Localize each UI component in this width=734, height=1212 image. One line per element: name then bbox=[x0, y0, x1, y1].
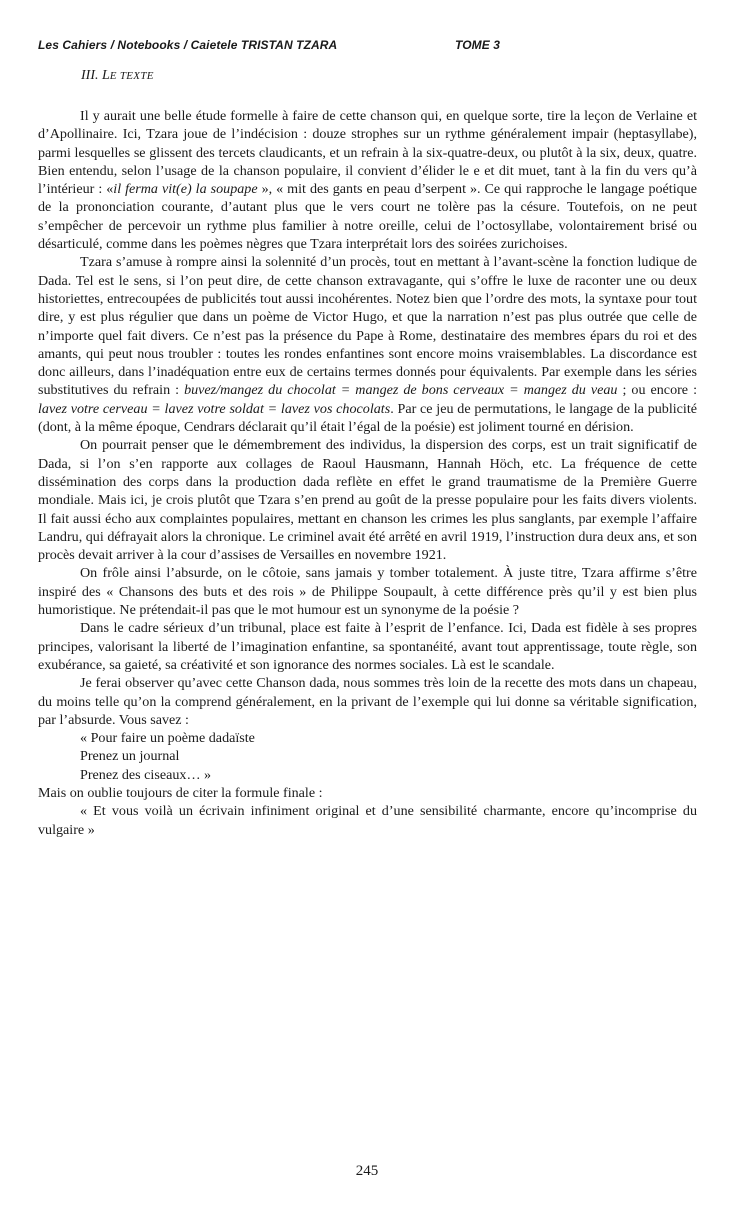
paragraph-7: Mais on oublie toujours de citer la formule finale : bbox=[38, 784, 323, 801]
paragraph-6: Je ferai observer qu’avec cette Chanson dada, nous sommes très loin de la recette des mots dans un chapeau, du moins telle qu’on la comprend généralement, en la privant de l’exemple qui lui donne sa véritable signification, par l’absurde. Vous savez : bbox=[38, 675, 697, 728]
closing-quote: « Et vous voilà un écrivain infiniment original et d’une sensibilité charmante, encore qu’incomprise du vulgaire » bbox=[38, 803, 697, 838]
paragraph-1-quote: il ferma vit(e) la soupape bbox=[113, 181, 258, 198]
section-number: III. bbox=[81, 68, 99, 83]
running-header bbox=[38, 38, 698, 52]
section-title-initial: L bbox=[102, 68, 110, 83]
paragraph-3: On pourrait penser que le démembrement des individus, la dispersion des corps, est un trait significatif de Dada, si l’on s’en rapporte aux collages de Raoul Hausmann, Hannah Höch, etc. La fréquence de cette dissémination des corps dans la production dada reflète en effet le grand traumatisme de la Première Guerre mondiale. Mais ici, je crois plutôt que Tzara s’en prend au goût de la presse populaire pour les faits divers violents. Il fait aussi écho aux complaintes populaires, mettant en chanson les crimes les plus sanglants, par exemple l’affaire Landru, qui défrayait alors la chronique. Le criminel avait été arrêté en avril 1919, l’instruction dura deux ans, et son procès devait arriver à la cour d’assises de Versailles en novembre 1921. bbox=[38, 437, 697, 564]
paragraph-2-text-c: ; ou encore : bbox=[622, 382, 697, 399]
paragraph-2-text-a: Tzara s’amuse à rompre ainsi la solennité d’un procès, tout en mettant à l’avant-scène la fonction ludique de Dada. Tel est le sens, si l’on peut dire, de cette chanson extravagante, qui s’offre le luxe de raconter une ou deux historiettes, entrecoupées de publicités tout aussi incohérentes. Notez bien que l’ordre des mots, la syntaxe pour tout dire, y est plus régulier que dans un poème de Victor Hugo, et que la narration n’est pas plus outrée que celle de n’importe quel fait divers. Ce n’est pas la présence du Pape à Rome, destinataire des membres épars du roi et des amants, qui peut nous troubler : toutes les rondes enfantines sont encore moins vraisemblables. La discordance est donc ailleurs, dans l’inadéquation entre eux de certains termes donnés pour équivalents. Par exemple dans les séries substitutives du refrain : bbox=[38, 254, 697, 399]
paragraph-5: Dans le cadre sérieux d’un tribunal, place est faite à l’esprit de l’enfance. Ici, Dada est fidèle à ses propres principes, valorisant la liberté de l’imagination enfantine, sa spontanéité, avant tout apprentissage, toute règle, son exubérance, sa gaieté, sa créativité et son ignorance des normes sociales. Là est le scandale. bbox=[38, 620, 697, 673]
section-heading bbox=[81, 68, 154, 84]
paragraph-2-series-2: lavez votre cerveau = lavez votre soldat = lavez vos chocolats bbox=[38, 400, 391, 417]
header-title: Les Cahiers / Notebooks / Caietele TRISTAN TZARA bbox=[38, 38, 338, 52]
paragraph-2 bbox=[38, 253, 697, 436]
quote-line-1: « Pour faire un poème dadaïste bbox=[80, 730, 255, 747]
paragraph-4: On frôle ainsi l’absurde, on le côtoie, sans jamais y tomber totalement. À juste titre, Tzara affirme s’être inspiré des « Chansons des buts et des rois » de Philippe Soupault, à cette différence près qu’il y est bien plus humoristique. Ne prétendait-il pas que le mot humour est un synonyme de la poésie ? bbox=[38, 565, 697, 619]
paragraph-1-text-c: », « mit des gants en peau d’serpent ». Ce qui rapproche le langage poétique de la prononciation courante, d’autant plus que le vers court ne tolère pas la césure. Toutefois, on ne peut s’empêcher de percevoir un rythme plus familier à notre oreille, celui de l’octosyllabe, volontairement brisé ou désarticulé, comme dans les poèmes nègres que Tzara interprétait lors des soirées zurichoises. bbox=[38, 181, 697, 253]
quote-line-2: Prenez un journal bbox=[80, 748, 180, 765]
quote-line-3: Prenez des ciseaux… » bbox=[80, 766, 212, 783]
body-text bbox=[38, 107, 697, 839]
paragraph-1-text-a: Il y aurait une belle étude formelle à faire de cette chanson qui, en quelque sorte, tire la leçon de Verlaine et d’Apollinaire. Ici, Tzara joue de l’indécision : douze strophes sur un rythme généralement impair (heptasyllabe), parmi lesquelles se glissent des tercets claudicants, et un refrain à la six-quatre-deux, ou plutôt à la six, deux, quatre. Bien entendu, selon l’usage de la chanson populaire, il convient d’élider le e et dit muet, tant à la fin du vers qu’à l’intérieur : « bbox=[38, 108, 697, 198]
header-tome: TOME 3 bbox=[455, 38, 501, 52]
paragraph-2-series-1: buvez/mangez du chocolat = mangez de bons cerveaux = mangez du veau bbox=[184, 382, 618, 399]
paragraph-1 bbox=[38, 107, 697, 253]
page-number: 245 bbox=[355, 1163, 379, 1179]
paragraph-2-text-e: . Par ce jeu de permutations, le langage de la publicité (dont, à la même époque, Cendrars déclarait qu’il était l’égal de la poésie) est joliment tourné en dérision. bbox=[38, 400, 698, 436]
section-title-rest: E TEXTE bbox=[109, 70, 154, 82]
